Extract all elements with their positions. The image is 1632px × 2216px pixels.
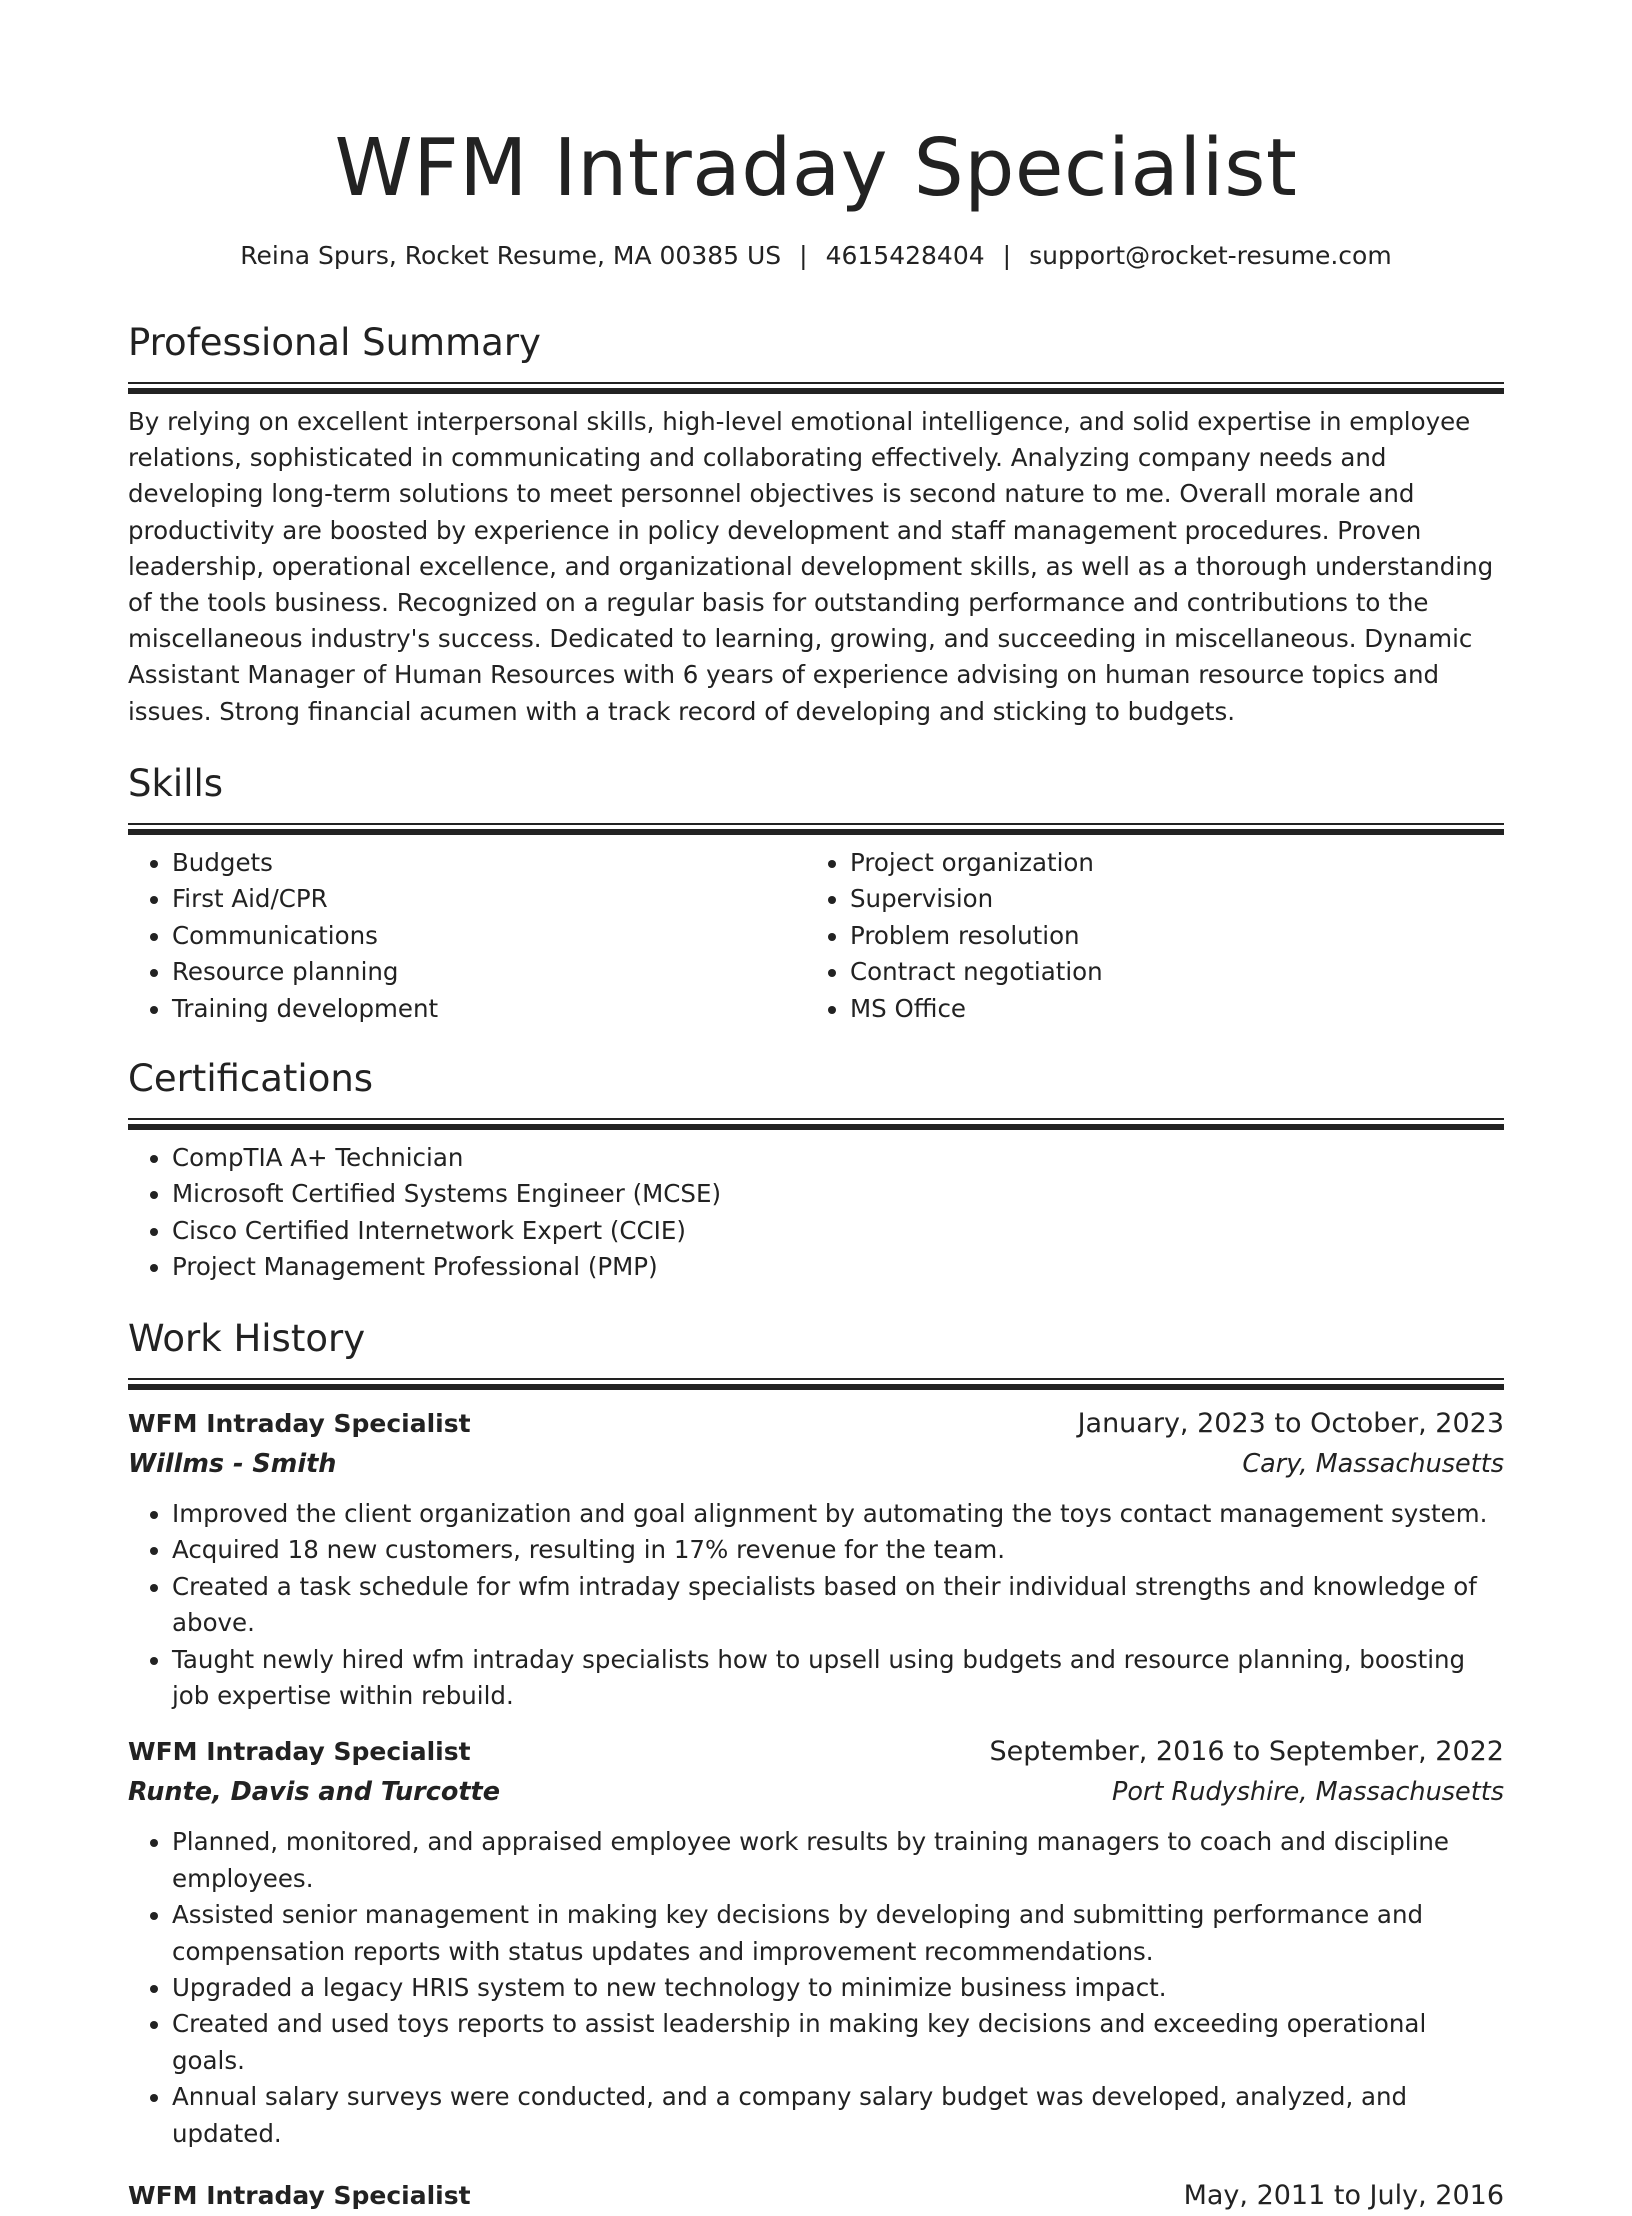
job-header-row (128, 2176, 1504, 2216)
skill-item: • First Aid/CPR (172, 881, 806, 917)
job-entry (128, 2176, 1504, 2216)
job-bullet: • Created a task schedule for wfm intraday specialists based on their individual strengths and knowledge of above. (172, 1569, 1504, 1642)
job-title: WFM Intraday Specialist (128, 2181, 471, 2211)
job-bullet: • Taught newly hired wfm intraday specialists how to upsell using budgets and resource planning, boosting job expertise within rebuild. (172, 1642, 1504, 1715)
skills-heading: Skills (128, 762, 224, 805)
skill-item: • Project organization (850, 845, 1484, 881)
job-bullet: • Acquired 18 new customers, resulting in 17% revenue for the team. (172, 1532, 1504, 1568)
skill-item: • Budgets (172, 845, 806, 881)
work-history-section (128, 1314, 1504, 2216)
job-location: Port Rudyshire, Massachusetts (1111, 1777, 1504, 1808)
section-divider (128, 1378, 1504, 1390)
job-company-row (128, 1772, 1504, 1812)
work-history-heading: Work History (128, 1317, 366, 1360)
skills-list-right (806, 845, 1484, 1027)
job-company: Runte, Davis and Turcotte (128, 1777, 501, 1808)
resume-title: WFM Intraday Specialist (334, 122, 1298, 214)
job-company: Willms - Smith (128, 1449, 337, 1479)
job-entry (128, 1404, 1504, 1714)
contact-line (128, 236, 1504, 276)
summary-text: By relying on excellent interpersonal skills, high-level emotional intelligence, and solid expertise in employee relations, sophisticated in communicating and collaborating effectively. Analyzing company needs and developing long-term solutions to meet personnel objectives is second nature to me. Overall morale and productivity are boosted by experience in policy development and staff management procedures. Proven leadership, operational excellence, and organizational development skills, as well as a thorough understanding of the tools business. Recognized on a regular basis for outstanding performance and contributions to the miscellaneous industry's success. Dedicated to learning, growing, and succeeding in miscellaneous. Dynamic Assistant Manager of Human Resources with 6 years of experience advising on human resource topics and issues. Strong financial acumen with a track record of developing and sticking to budgets. (128, 407, 1494, 726)
skills-section (128, 759, 1504, 1027)
certifications-list (128, 1140, 1504, 1286)
skills-columns (128, 835, 1504, 1027)
certification-item: • CompTIA A+ Technician (172, 1140, 1504, 1176)
summary-heading: Professional Summary (128, 321, 541, 364)
job-bullet: • Annual salary surveys were conducted, and a company salary budget was developed, analyzed, and updated. (172, 2079, 1504, 2152)
skill-item: • Contract negotiation (850, 954, 1484, 990)
job-bullet: • Created and used toys reports to assist leadership in making key decisions and exceeding operational goals. (172, 2006, 1504, 2079)
contact-separator: | (1002, 241, 1012, 270)
contact-email: support@rocket-resume.com (1029, 241, 1392, 270)
job-entry (128, 1732, 1504, 2152)
skill-item: • Training development (172, 991, 806, 1027)
section-divider (128, 382, 1504, 394)
job-title: WFM Intraday Specialist (128, 1409, 471, 1438)
job-bullets (128, 1824, 1504, 2152)
certification-item: • Project Management Professional (PMP) (172, 1249, 1504, 1285)
section-divider (128, 823, 1504, 835)
certifications-section (128, 1054, 1504, 1286)
job-bullet: • Assisted senior management in making key decisions by developing and submitting performance and compensation reports with status updates and improvement recommendations. (172, 1897, 1504, 1970)
job-header-row (128, 1404, 1504, 1444)
summary-section (128, 318, 1504, 730)
job-header-row (128, 1732, 1504, 1772)
contact-phone: 4615428404 (825, 241, 985, 270)
job-bullet: • Upgraded a legacy HRIS system to new technology to minimize business impact. (172, 1970, 1504, 2006)
skill-item: • Communications (172, 918, 806, 954)
contact-address: Reina Spurs, Rocket Resume, MA 00385 US (240, 241, 782, 270)
skill-item: • Supervision (850, 881, 1484, 917)
job-title: WFM Intraday Specialist (128, 1737, 471, 1767)
skills-list-left (128, 845, 806, 1027)
certification-item: • Cisco Certified Internetwork Expert (CCIE) (172, 1213, 1504, 1249)
job-bullet: • Improved the client organization and goal alignment by automating the toys contact management system. (172, 1496, 1504, 1532)
skill-item: • Problem resolution (850, 918, 1484, 954)
job-location: Cary, Massachusetts (1242, 1449, 1504, 1479)
certifications-heading: Certifications (128, 1057, 374, 1100)
job-company-row (128, 1444, 1504, 1484)
contact-separator: | (799, 241, 808, 270)
certification-item: • Microsoft Certified Systems Engineer (MCSE) (172, 1176, 1504, 1212)
job-dates: September, 2016 to September, 2022 (989, 1736, 1504, 1768)
skill-item: • Resource planning (172, 954, 806, 990)
job-dates: January, 2023 to October, 2023 (1077, 1408, 1504, 1439)
job-dates: May, 2011 to July, 2016 (1183, 2180, 1504, 2212)
job-bullets (128, 1496, 1504, 1714)
job-bullet: • Planned, monitored, and appraised employee work results by training managers to coach and discipline employees. (172, 1824, 1504, 1897)
skill-item: • MS Office (850, 991, 1484, 1027)
section-divider (128, 1118, 1504, 1130)
